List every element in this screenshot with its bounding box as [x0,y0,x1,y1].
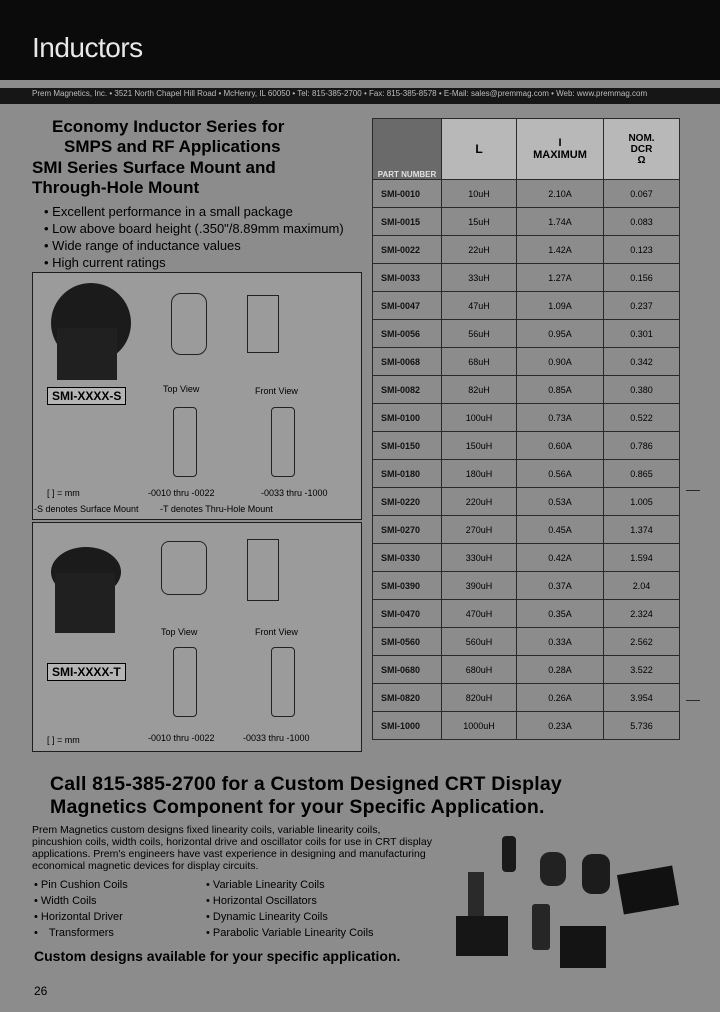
inductance-cell: 82uH [442,376,517,404]
inductance-cell: 47uH [442,292,517,320]
coil-component [540,852,566,886]
surface-mount-note: -S denotes Surface Mount [34,504,139,514]
transformer-component [456,916,508,956]
part-number-cell: SMI-0680 [373,656,442,684]
custom-designs-note: Custom designs available for your specific application. [34,948,401,964]
table-body [373,180,680,740]
inductance-cell: 10uH [442,180,517,208]
page-number: 26 [34,984,48,998]
table-row [373,628,680,656]
inductance-cell: 560uH [442,628,517,656]
coil-schematic-1 [173,647,197,717]
series-heading-line2: SMPS and RF Applications [64,137,281,156]
part-number-header: PART NUMBER [373,119,442,180]
part-number-cell: SMI-0033 [373,264,442,292]
thru-hole-note: -T denotes Thru-Hole Mount [160,504,273,514]
dcr-cell: 3.522 [604,656,680,684]
dcr-cell: 0.786 [604,432,680,460]
series-subheading-line2: Through-Hole Mount [32,178,200,197]
part-number-cell: SMI-0010 [373,180,442,208]
dcr-cell: 0.301 [604,320,680,348]
current-cell: 0.85A [517,376,604,404]
dcr-header-nom: NOM. [628,132,655,144]
current-header-symbol: I [558,137,562,149]
part-number-cell: SMI-0082 [373,376,442,404]
coil-component [532,904,550,950]
part-number-cell: SMI-0150 [373,432,442,460]
dcr-cell: 0.522 [604,404,680,432]
dcr-cell: 2.324 [604,600,680,628]
inductor-spec-table [372,118,680,740]
inductance-cell: 22uH [442,236,517,264]
list-item-continued [34,925,128,941]
front-view-outline [247,539,279,601]
current-cell: 0.73A [517,404,604,432]
current-cell: 0.33A [517,628,604,656]
dcr-cell: 0.865 [604,460,680,488]
current-cell: 0.45A [517,516,604,544]
current-cell: 1.27A [517,264,604,292]
list-item: • Dynamic Linearity Coils [206,909,374,925]
part-number-cell: SMI-0820 [373,684,442,712]
table-row [373,376,680,404]
cta-paragraph: Prem Magnetics custom designs fixed linearity coils, variable linearity coils, pincushion coils, width coils, horizontal drive and oscillator coils for use in CRT display applications. Prem's engineers have vast experience in designing and manufacturing economical magnetic devices for display circuits. [32,824,432,872]
dcr-cell: 5.736 [604,712,680,740]
current-cell: 1.74A [517,208,604,236]
dcr-cell: 1.594 [604,544,680,572]
part-number-cell: SMI-0022 [373,236,442,264]
feature-item: • Wide range of inductance values [44,237,344,254]
range-label-2: -0033 thru -1000 [261,488,328,498]
part-number-cell: SMI-0560 [373,628,442,656]
part-number-cell: SMI-0470 [373,600,442,628]
series-heading-line1: Economy Inductor Series for [52,117,285,136]
inductance-cell: 180uH [442,460,517,488]
inductance-cell: 56uH [442,320,517,348]
list-item: • Variable Linearity Coils [206,877,374,893]
inductance-cell: 270uH [442,516,517,544]
table-row [373,572,680,600]
part-label-s: SMI-XXXX-S [47,387,126,405]
top-view-label: Top View [161,627,198,637]
current-cell: 0.53A [517,488,604,516]
table-row [373,180,680,208]
dcr-header-label: DCR [630,143,653,155]
range-label-2: -0033 thru -1000 [243,733,310,743]
current-cell: 2.10A [517,180,604,208]
coil-schematic-2 [271,647,295,717]
inductance-cell: 390uH [442,572,517,600]
coil-component [582,854,610,894]
part-number-cell: SMI-0015 [373,208,442,236]
feature-item: • Excellent performance in a small package [44,203,344,220]
table-row [373,460,680,488]
coil-component [468,872,484,920]
inductor-body [57,328,117,380]
current-cell: 0.56A [517,460,604,488]
transformer-component [617,865,679,914]
dcr-cell: 1.005 [604,488,680,516]
dcr-cell: 0.083 [604,208,680,236]
cta-heading-line1: Call 815-385-2700 for a Custom Designed CRT Display [50,773,562,795]
contact-info: Prem Magnetics, Inc. • 3521 North Chapel Hill Road • McHenry, IL 60050 • Tel: 815-385-2700 • Fax: 815-385-8578 • E-Mail: sales@premmag.com • Web: www.premmag.com [32,89,648,98]
current-cell: 0.90A [517,348,604,376]
dcr-cell: 0.237 [604,292,680,320]
surface-mount-figure [32,272,362,520]
current-cell: 0.35A [517,600,604,628]
current-cell: 1.09A [517,292,604,320]
inductance-cell: 680uH [442,656,517,684]
table-row [373,600,680,628]
part-number-cell: SMI-0056 [373,320,442,348]
table-row [373,516,680,544]
inductance-cell: 1000uH [442,712,517,740]
list-item: • Parabolic Variable Linearity Coils [206,925,374,941]
inductance-cell: 220uH [442,488,517,516]
table-row [373,264,680,292]
current-cell: 0.26A [517,684,604,712]
current-cell: 0.60A [517,432,604,460]
dcr-header-unit: Ω [637,154,646,166]
feature-item: • High current ratings [44,254,344,271]
coil-component [502,836,516,872]
inductance-cell: 100uH [442,404,517,432]
current-cell: 0.42A [517,544,604,572]
part-number-cell: SMI-0068 [373,348,442,376]
current-cell: 0.37A [517,572,604,600]
list-item: • Horizontal Oscillators [206,893,374,909]
crt-components-photo [440,830,690,990]
tick-mark [686,700,700,701]
inductance-cell: 15uH [442,208,517,236]
table-row [373,712,680,740]
inductance-cell: 820uH [442,684,517,712]
dcr-cell: 2.562 [604,628,680,656]
dcr-cell: 0.156 [604,264,680,292]
top-view-label: Top View [163,384,200,394]
range-label-1: -0010 thru -0022 [148,488,215,498]
top-view-outline [171,293,207,355]
current-cell: 0.28A [517,656,604,684]
part-number-cell: SMI-0047 [373,292,442,320]
current-cell: 1.42A [517,236,604,264]
front-view-label: Front View [255,627,298,637]
current-header [517,119,604,180]
inductance-cell: 33uH [442,264,517,292]
mm-note: [ ] = mm [47,488,80,498]
coil-schematic-1 [173,407,197,477]
part-number-cell: SMI-0220 [373,488,442,516]
table-row [373,656,680,684]
table-row [373,404,680,432]
range-label-1: -0010 thru -0022 [148,733,215,743]
feature-list [44,203,344,271]
dcr-cell: 1.374 [604,516,680,544]
thru-hole-figure [32,522,362,752]
part-number-cell: SMI-0270 [373,516,442,544]
current-cell: 0.95A [517,320,604,348]
front-view-outline [247,295,279,353]
inductance-cell: 470uH [442,600,517,628]
table-header-row [373,119,680,180]
dcr-cell: 0.342 [604,348,680,376]
current-header-label: MAXIMUM [533,149,587,161]
table-row [373,348,680,376]
current-cell: 0.23A [517,712,604,740]
dcr-cell: 2.04 [604,572,680,600]
series-subheading-line1: SMI Series Surface Mount and [32,158,276,177]
dcr-cell: 3.954 [604,684,680,712]
inductance-cell: 150uH [442,432,517,460]
table-row [373,432,680,460]
list-item-text: Transformers [48,927,114,939]
part-number-cell: SMI-0330 [373,544,442,572]
transformer-component [560,926,606,968]
mm-note: [ ] = mm [47,735,80,745]
part-number-cell: SMI-0100 [373,404,442,432]
front-view-label: Front View [255,386,298,396]
coil-list-right [206,877,374,941]
table-row [373,544,680,572]
inductance-cell: 68uH [442,348,517,376]
feature-item: • Low above board height (.350"/8.89mm maximum) [44,220,344,237]
inductance-cell: 330uH [442,544,517,572]
part-number-cell: SMI-0390 [373,572,442,600]
list-item: • Pin Cushion Coils [34,877,128,893]
inductor-body [55,573,115,633]
table-row [373,292,680,320]
dcr-header [604,119,680,180]
table-row [373,488,680,516]
page-title: Inductors [32,32,143,63]
list-item: • Width Coils [34,893,128,909]
inductance-header: L [442,119,517,180]
cta-heading-line2: Magnetics Component for your Specific Application. [50,796,545,818]
table-row [373,236,680,264]
table-row [373,320,680,348]
coil-schematic-2 [271,407,295,477]
list-item: • Horizontal Driver [34,909,128,925]
dcr-cell: 0.123 [604,236,680,264]
tick-mark [686,490,700,491]
table-row [373,208,680,236]
coil-list-left [34,877,128,941]
dcr-cell: 0.067 [604,180,680,208]
part-label-t: SMI-XXXX-T [47,663,126,681]
top-view-outline [161,541,207,595]
dcr-cell: 0.380 [604,376,680,404]
table-row [373,684,680,712]
part-number-cell: SMI-0180 [373,460,442,488]
part-number-cell: SMI-1000 [373,712,442,740]
